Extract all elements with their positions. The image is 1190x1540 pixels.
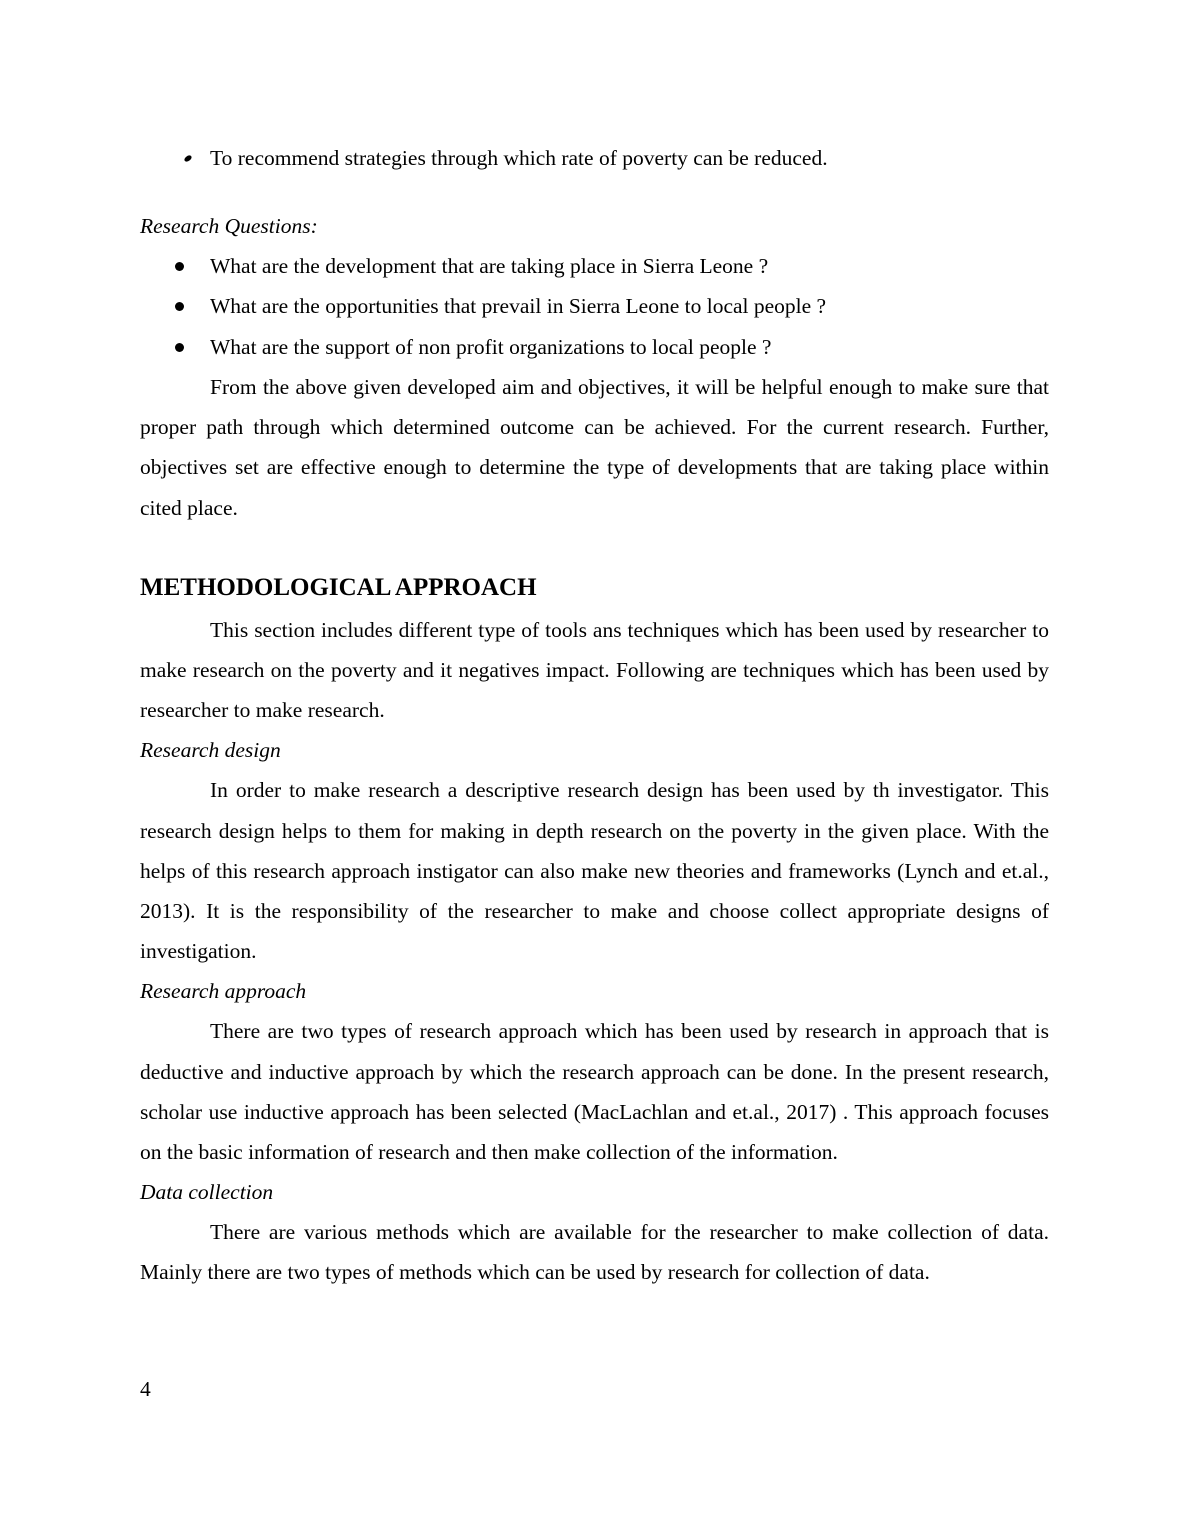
objectives-summary-paragraph: From the above given developed aim and objectives, it will be helpful enough to make sure that proper path through which determined outcome can be achieved. For the current research. Further, objectives set are effective enough to determine the type of developments that are taking place within cited place. <box>140 375 1049 520</box>
research-questions-label: Research Questions: <box>140 213 318 238</box>
question-text: What are the development that are taking place in Sierra Leone ? <box>210 253 769 278</box>
research-approach-paragraph: There are two types of research approach which has been used by research in approach that is deductive and inductive approach by which the research approach can be done. In the present research, scholar use inductive approach has been selected (MacLachlan and et.al., 2017) . This approach focuses on the basic information of research and then make collection of the information. <box>140 1019 1049 1165</box>
objective-text: To recommend strategies through which rate of poverty can be reduced. <box>210 146 828 170</box>
research-approach-label: Research approach <box>140 979 307 1004</box>
methodology-intro-paragraph: This section includes different type of tools ans techniques which has been used by researcher to make research on the poverty and it negatives impact. Following are techniques which has been used by researcher to make research. <box>140 617 1049 723</box>
bullet-icon <box>175 302 184 311</box>
objectives-list <box>140 138 1049 179</box>
objective-item <box>140 138 1049 179</box>
page-number: 4 <box>140 1377 151 1401</box>
question-item <box>140 286 1049 327</box>
question-text: What are the opportunities that prevail in Sierra Leone to local people ? <box>210 294 827 318</box>
bullet-icon <box>183 154 192 163</box>
bullet-icon <box>175 262 184 271</box>
bullet-icon <box>175 343 184 352</box>
page-content <box>140 138 1049 1293</box>
research-design-paragraph: In order to make research a descriptive research design has been used by th investigator. This research design helps to them for making in depth research on the poverty in the given place. With the helps of this research approach instigator can also make new theories and frameworks (Lynch and et.al., 2013). It is the responsibility of the researcher to make and choose collect appropriate designs of investigation. <box>140 778 1049 964</box>
data-collection-label: Data collection <box>140 1180 274 1205</box>
question-item <box>140 327 1049 368</box>
question-item <box>140 246 1049 287</box>
section-heading: METHODOLOGICAL APPROACH <box>140 573 537 601</box>
research-design-label: Research design <box>140 738 281 763</box>
research-questions-list <box>140 246 1049 368</box>
data-collection-paragraph: There are various methods which are available for the researcher to make collection of data. Mainly there are two types of methods which can be used by research for collection of data. <box>140 1220 1049 1285</box>
question-text: What are the support of non profit organizations to local people ? <box>210 334 772 359</box>
